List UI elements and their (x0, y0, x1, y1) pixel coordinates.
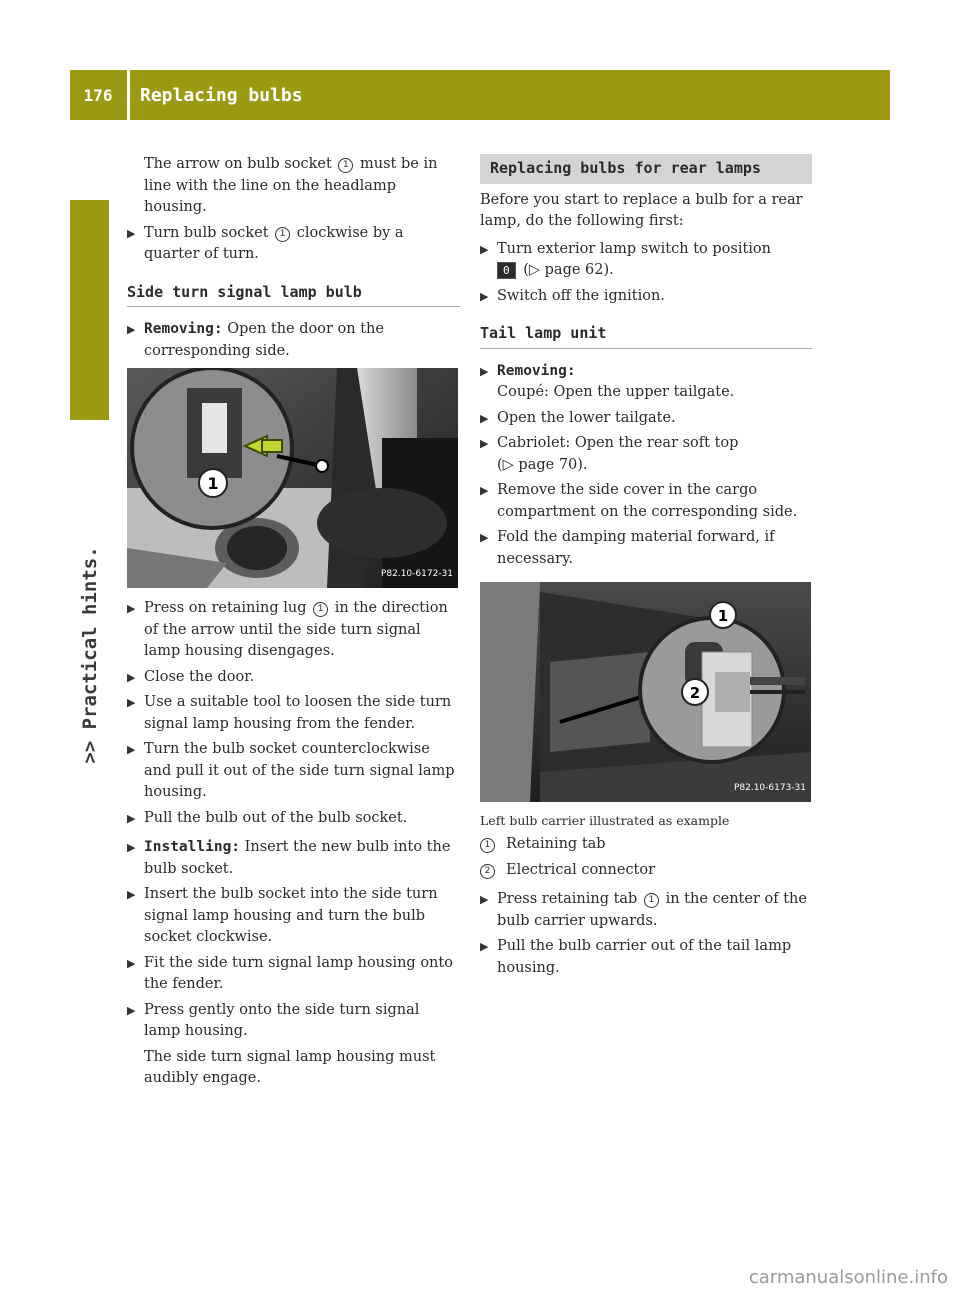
switch-position-key: 0 (497, 262, 516, 279)
step-arrow-icon: ▶ (127, 956, 136, 970)
step-arrow-icon: ▶ (480, 531, 489, 544)
step-ignition: ▶ Switch off the ignition. (480, 286, 812, 308)
callout-ref: 1 (480, 838, 495, 853)
step-retaining-tab: ▶ Press retaining tab 1 in the center of the bulb carrier upwards. (480, 891, 807, 929)
page-number: 176 (83, 85, 113, 105)
step-arrow-icon: ▶ (127, 602, 136, 615)
step-arrow-icon: ▶ (480, 940, 489, 953)
step-arrow-icon: ▶ (480, 289, 489, 303)
left-column (127, 154, 460, 1094)
photo-code: P82.10-6173-31 (733, 782, 806, 793)
callout-ref: 1 (313, 602, 328, 617)
step-arrow-icon: ▶ (480, 411, 489, 425)
step-arrow-icon: ▶ (127, 1003, 136, 1017)
callout-label: 1 (207, 474, 219, 493)
step-arrow-icon: ▶ (127, 841, 136, 854)
right-column (480, 154, 812, 983)
step-installing: ▶ Installing: Insert the new bulb into the bulb socket. (127, 839, 451, 877)
final-note: The side turn signal lamp housing must audibly engage. (144, 1048, 436, 1086)
section-heading: Side turn signal lamp bulb (127, 282, 460, 308)
step-arrow-icon: ▶ (480, 242, 489, 256)
step-removing: ▶ Removing: Coupé: Open the upper tailgate. (480, 362, 735, 400)
step-arrow-icon: ▶ (480, 893, 489, 906)
legend-item: 1 Retaining tab (480, 834, 812, 856)
sidebar-tab (70, 200, 109, 420)
header-separator (127, 70, 130, 120)
section-label: >> Practical hints. (79, 546, 101, 764)
tail-lamp-illustration (480, 582, 811, 802)
page-title: Replacing bulbs (140, 84, 303, 106)
step-turn-clockwise: ▶ Turn bulb socket 1 clockwise by a quarter of turn. (127, 224, 404, 262)
callout-ref: 1 (338, 158, 353, 173)
step-fold-damping: ▶ Fold the damping material forward, if necessary. (480, 529, 775, 567)
page-header (70, 70, 890, 120)
step-arrow-icon: ▶ (127, 888, 136, 901)
callout-label: 2 (689, 684, 701, 702)
step-arrow-icon: ▶ (127, 811, 136, 825)
step-arrow-icon: ▶ (127, 743, 136, 756)
step-removing: ▶ Removing: Open the door on the corresponding side. (127, 321, 384, 359)
step-arrow-icon: ▶ (480, 364, 489, 378)
intro-note: The arrow on bulb socket 1 must be in line with the line on the headlamp housing. (144, 156, 438, 215)
callout-ref: 1 (275, 227, 290, 242)
step-lamp-switch: ▶ Turn exterior lamp switch to position 0 (▷ page 62). (480, 240, 771, 278)
legend-item: 2 Electrical connector (480, 860, 812, 882)
callout-ref: 1 (644, 893, 659, 908)
step-cabriolet: ▶ Cabriolet: Open the rear soft top (▷ page 70). (480, 435, 739, 473)
step-fit-housing: ▶ Fit the side turn signal lamp housing onto the fender. (127, 954, 453, 992)
step-lower-tailgate: ▶ Open the lower tailgate. (480, 408, 812, 430)
side-lamp-illustration (127, 368, 458, 588)
step-arrow-icon: ▶ (127, 226, 136, 240)
side-lamp-photo (127, 368, 458, 588)
step-arrow-icon: ▶ (127, 323, 136, 336)
step-arrow-icon: ▶ (480, 484, 489, 497)
callout-label: 1 (717, 607, 729, 625)
callout-ref: 2 (480, 864, 495, 879)
watermark: carmanualsonline.info (748, 1267, 948, 1288)
step-press-lug: ▶ Press on retaining lug 1 in the direction of the arrow until the side turn signal lamp housing disengages. (127, 600, 448, 659)
step-use-tool: ▶ Use a suitable tool to loosen the side turn signal lamp housing from the fender. (127, 694, 452, 732)
photo-caption: Left bulb carrier illustrated as example (480, 813, 730, 828)
step-turn-counter: ▶ Turn the bulb socket counterclockwise and pull it out of the side turn signal lamp housing. (127, 741, 455, 800)
step-side-cover: ▶ Remove the side cover in the cargo compartment on the corresponding side. (480, 482, 798, 520)
step-arrow-icon: ▶ (480, 437, 489, 450)
photo-code: P82.10-6172-31 (380, 568, 453, 579)
section-heading: Tail lamp unit (480, 323, 812, 349)
step-press-gently: ▶ Press gently onto the side turn signal lamp housing. (127, 1001, 420, 1039)
tail-lamp-photo (480, 582, 811, 802)
step-pull-bulb: ▶ Pull the bulb out of the bulb socket. (127, 808, 460, 830)
step-pull-carrier: ▶ Pull the bulb carrier out of the tail lamp housing. (480, 938, 792, 976)
rear-intro: Before you start to replace a bulb for a rear lamp, do the following first: (480, 191, 803, 229)
step-arrow-icon: ▶ (127, 696, 136, 709)
box-heading: Replacing bulbs for rear lamps (480, 154, 812, 184)
step-arrow-icon: ▶ (127, 670, 136, 684)
step-close-door: ▶ Close the door. (127, 667, 460, 689)
step-insert-socket: ▶ Insert the bulb socket into the side turn signal lamp housing and turn the bulb socket clockwise. (127, 886, 438, 945)
